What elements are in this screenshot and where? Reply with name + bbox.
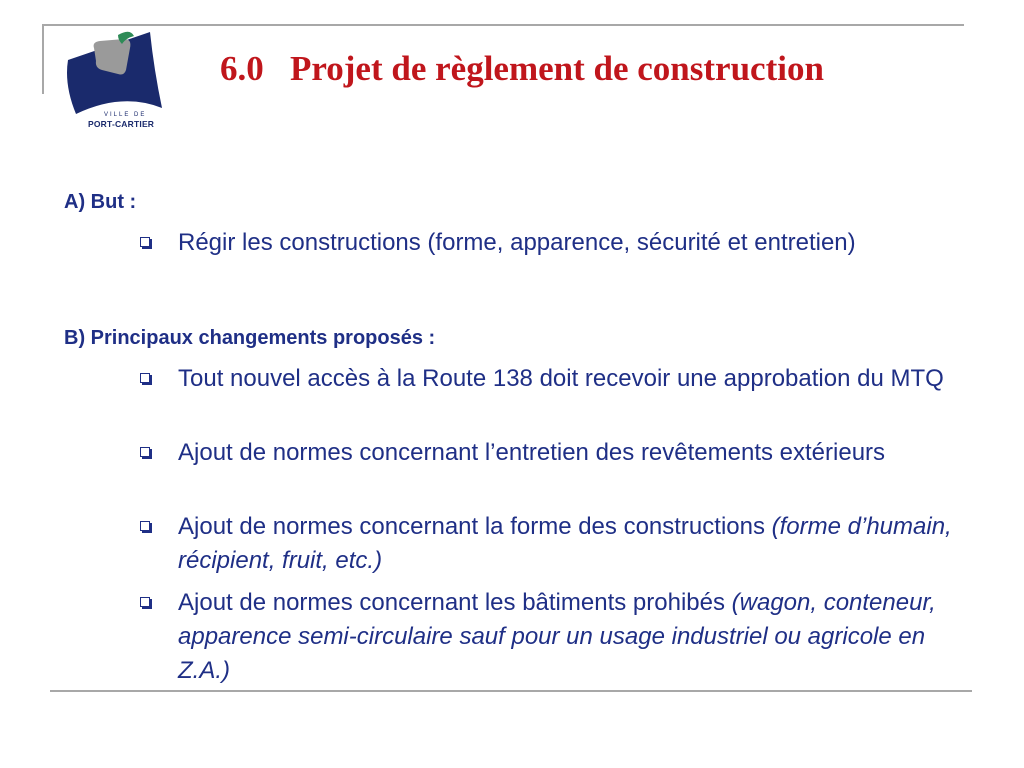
bullet-icon [140,237,150,247]
list-item [140,362,970,396]
list-item-text: Ajout de normes concernant les bâtiments prohibés (wagon, conteneur, apparence semi-circulaire sauf pour un usage industriel ou agricole en Z.A.) [178,589,936,684]
port-cartier-logo [62,30,172,135]
list-item-text: Ajout de normes concernant la forme des constructions (forme d’humain, récipient, fruit, etc.) [178,513,952,574]
list-item [140,436,970,470]
slide-title: 6.0 Projet de règlement de construction [220,49,824,88]
logo-small-text: VILLE DE [104,112,147,118]
bullet-icon [140,521,150,531]
list-item-italic: (wagon, conteneur, apparence semi-circulaire sauf pour un usage industriel ou agricole en Z.A.) [178,589,936,684]
section-heading-but: A) But : [64,191,137,213]
list-item [140,510,970,578]
bullet-icon [140,373,150,383]
left-rule [42,24,44,94]
list-item-text: Ajout de normes concernant l’entretien des revêtements extérieurs [178,439,886,466]
section-heading-changements: B) Principaux changements proposés : [64,327,436,349]
list-item [140,586,970,688]
list-item-text: Tout nouvel accès à la Route 138 doit recevoir une approbation du MTQ [178,365,944,392]
list-item [140,226,970,260]
list-item-italic: (forme d’humain, récipient, fruit, etc.) [178,513,952,574]
bullet-icon [140,447,150,457]
bottom-rule [50,690,972,692]
list-item-text: Régir les constructions (forme, apparence, sécurité et entretien) [178,229,856,256]
top-rule [42,24,964,26]
bullet-icon [140,597,150,607]
logo-name: PORT-CARTIER [88,119,155,129]
